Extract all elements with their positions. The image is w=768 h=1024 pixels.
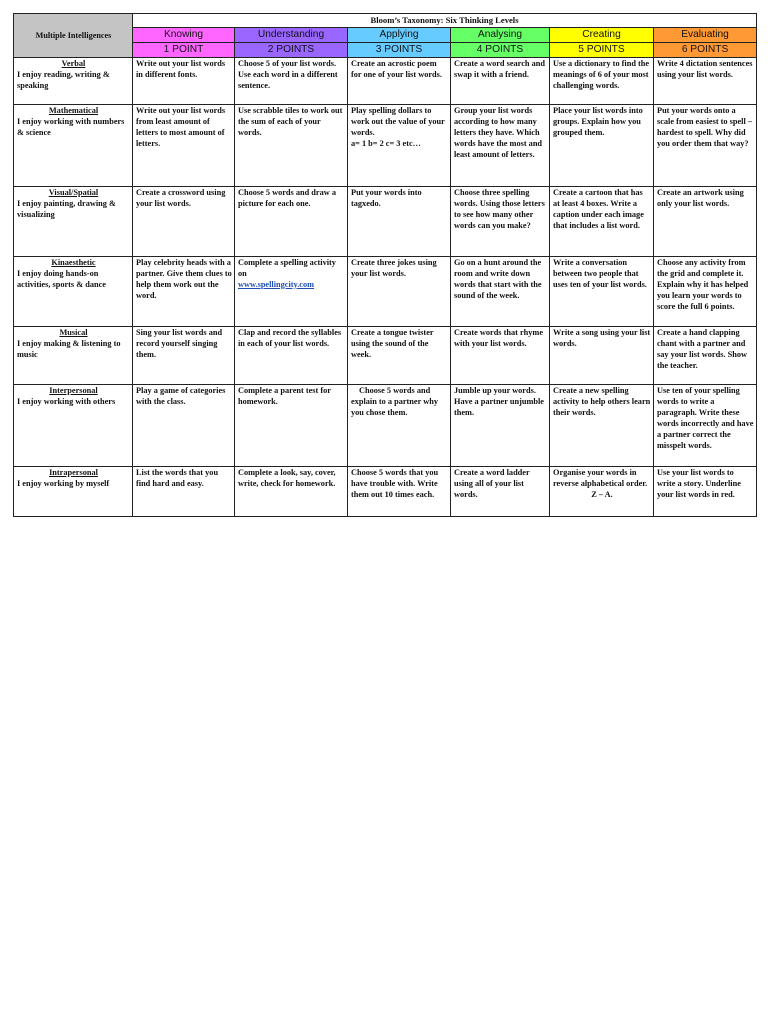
intelligence-cell bbox=[14, 385, 133, 467]
activity-cell: Create an acrostic poem for one of your list words. bbox=[348, 58, 451, 105]
spellingcity-link[interactable]: www.spellingcity.com bbox=[238, 279, 315, 289]
level-points-analysing: 4 POINTS bbox=[451, 43, 550, 58]
activity-cell: Choose three spelling words. Using those letters to see how many other words can you make? bbox=[451, 187, 550, 257]
activity-cell: Place your list words into groups. Explain how you grouped them. bbox=[550, 105, 654, 187]
intelligence-description: I enjoy doing hands-on activities, sports & dance bbox=[17, 268, 106, 289]
intelligence-title: Mathematical bbox=[48, 106, 99, 115]
level-name-analysing: Analysing bbox=[451, 28, 550, 43]
table-row bbox=[14, 105, 757, 187]
activity-cell: Write a song using your list words. bbox=[550, 327, 654, 385]
intelligences-header bbox=[14, 14, 133, 58]
intelligence-title: Interpersonal bbox=[49, 386, 98, 395]
activity-cell: Create a cartoon that has at least 4 boxes. Write a caption under each image that includes a list word. bbox=[550, 187, 654, 257]
activity-cell: Group your list words according to how many letters they have. Which words have the most and least amount of letters. bbox=[451, 105, 550, 187]
activity-cell: Write a conversation between two people that uses ten of your list words. bbox=[550, 257, 654, 327]
intelligence-description: I enjoy painting, drawing & visualizing bbox=[17, 198, 116, 219]
activity-cell bbox=[235, 257, 348, 327]
activity-text: Organise your words in reverse alphabetical order. bbox=[553, 468, 648, 488]
activity-cell: Choose 5 of your list words. Use each word in a different sentence. bbox=[235, 58, 348, 105]
alphabet-order-note: Z – A. bbox=[591, 489, 613, 499]
activity-cell: Create a hand clapping chant with a partner and say your list words. Show the teacher. bbox=[654, 327, 757, 385]
choice-grid-table bbox=[13, 13, 757, 517]
level-points-evaluating: 6 POINTS bbox=[654, 43, 757, 58]
activity-cell: Jumble up your words. Have a partner unjumble them. bbox=[451, 385, 550, 467]
level-name-understanding: Understanding bbox=[235, 28, 348, 43]
table-row bbox=[14, 58, 757, 105]
level-points-creating: 5 POINTS bbox=[550, 43, 654, 58]
activity-cell: Put your words onto a scale from easiest to spell – hardest to spell. Why did you order them that way? bbox=[654, 105, 757, 187]
activity-cell: Write out your list words in different fonts. bbox=[133, 58, 235, 105]
intelligence-description: I enjoy working with others bbox=[17, 396, 116, 406]
activity-cell: Use ten of your spelling words to write a paragraph. Write these words incorrectly and have a partner correct the misspelt words. bbox=[654, 385, 757, 467]
intelligence-title: Verbal bbox=[61, 59, 86, 68]
activity-text: Complete a spelling activity on bbox=[238, 258, 336, 278]
activity-cell: Create three jokes using your list words. bbox=[348, 257, 451, 327]
activity-cell: Write out your list words from least amount of letters to most amount of letters. bbox=[133, 105, 235, 187]
level-name-knowing: Knowing bbox=[133, 28, 235, 43]
intelligence-description: I enjoy reading, writing & speaking bbox=[17, 69, 110, 90]
level-name-creating: Creating bbox=[550, 28, 654, 43]
corner-label: Multiple Intelligences bbox=[35, 30, 112, 40]
table-row bbox=[14, 385, 757, 467]
intelligence-title: Kinaesthetic bbox=[51, 258, 96, 267]
activity-cell: Create words that rhyme with your list words. bbox=[451, 327, 550, 385]
activity-cell: Choose any activity from the grid and complete it. Explain why it has helped you learn your words to score the full 6 points. bbox=[654, 257, 757, 327]
intelligence-title: Intrapersonal bbox=[49, 468, 98, 477]
bloom-title: Bloom’s Taxonomy: Six Thinking Levels bbox=[133, 14, 757, 28]
activity-cell: Choose 5 words and explain to a partner why you chose them. bbox=[348, 385, 451, 467]
activity-cell: Clap and record the syllables in each of your list words. bbox=[235, 327, 348, 385]
activity-cell: Play a game of categories with the class. bbox=[133, 385, 235, 467]
intelligence-cell bbox=[14, 467, 133, 517]
letter-values-note: a= 1 b= 2 c= 3 etc… bbox=[351, 138, 421, 148]
activity-cell: Create an artwork using only your list words. bbox=[654, 187, 757, 257]
intelligence-cell bbox=[14, 58, 133, 105]
activity-cell: Use scrabble tiles to work out the sum of each of your words. bbox=[235, 105, 348, 187]
level-points-knowing: 1 POINT bbox=[133, 43, 235, 58]
table-row bbox=[14, 327, 757, 385]
intelligence-cell bbox=[14, 327, 133, 385]
activity-cell: Use your list words to write a story. Underline your list words in red. bbox=[654, 467, 757, 517]
table-row bbox=[14, 467, 757, 517]
activity-text: Play spelling dollars to work out the value of your words. bbox=[351, 106, 445, 137]
activity-cell: Choose 5 words and draw a picture for each one. bbox=[235, 187, 348, 257]
activity-cell bbox=[550, 467, 654, 517]
activity-cell: Complete a parent test for homework. bbox=[235, 385, 348, 467]
intelligence-cell bbox=[14, 187, 133, 257]
intelligence-description: I enjoy working by myself bbox=[17, 478, 110, 488]
table-row bbox=[14, 257, 757, 327]
table-row bbox=[14, 187, 757, 257]
activity-cell: Create a word ladder using all of your list words. bbox=[451, 467, 550, 517]
activity-cell: List the words that you find hard and easy. bbox=[133, 467, 235, 517]
activity-cell: Put your words into tagxedo. bbox=[348, 187, 451, 257]
intelligence-title: Visual/Spatial bbox=[48, 188, 99, 197]
activity-cell: Create a tongue twister using the sound of the week. bbox=[348, 327, 451, 385]
activity-cell: Complete a look, say, cover, write, check for homework. bbox=[235, 467, 348, 517]
activity-cell: Choose 5 words that you have trouble with. Write them out 10 times each. bbox=[348, 467, 451, 517]
activity-cell: Create a crossword using your list words. bbox=[133, 187, 235, 257]
level-name-applying: Applying bbox=[348, 28, 451, 43]
intelligence-description: I enjoy working with numbers & science bbox=[17, 116, 125, 137]
intelligence-description: I enjoy making & listening to music bbox=[17, 338, 121, 359]
activity-cell: Create a word search and swap it with a friend. bbox=[451, 58, 550, 105]
activity-cell: Go on a hunt around the room and write down words that start with the sound of the week. bbox=[451, 257, 550, 327]
activity-cell bbox=[348, 105, 451, 187]
intelligence-cell bbox=[14, 257, 133, 327]
intelligence-cell bbox=[14, 105, 133, 187]
activity-cell: Create a new spelling activity to help others learn their words. bbox=[550, 385, 654, 467]
intelligence-title: Musical bbox=[59, 328, 88, 337]
level-points-applying: 3 POINTS bbox=[348, 43, 451, 58]
activity-cell: Use a dictionary to find the meanings of 6 of your most challenging words. bbox=[550, 58, 654, 105]
level-points-understanding: 2 POINTS bbox=[235, 43, 348, 58]
activity-cell: Write 4 dictation sentences using your list words. bbox=[654, 58, 757, 105]
activity-cell: Play celebrity heads with a partner. Give them clues to help them work out the word. bbox=[133, 257, 235, 327]
activity-cell: Sing your list words and record yourself singing them. bbox=[133, 327, 235, 385]
level-name-evaluating: Evaluating bbox=[654, 28, 757, 43]
